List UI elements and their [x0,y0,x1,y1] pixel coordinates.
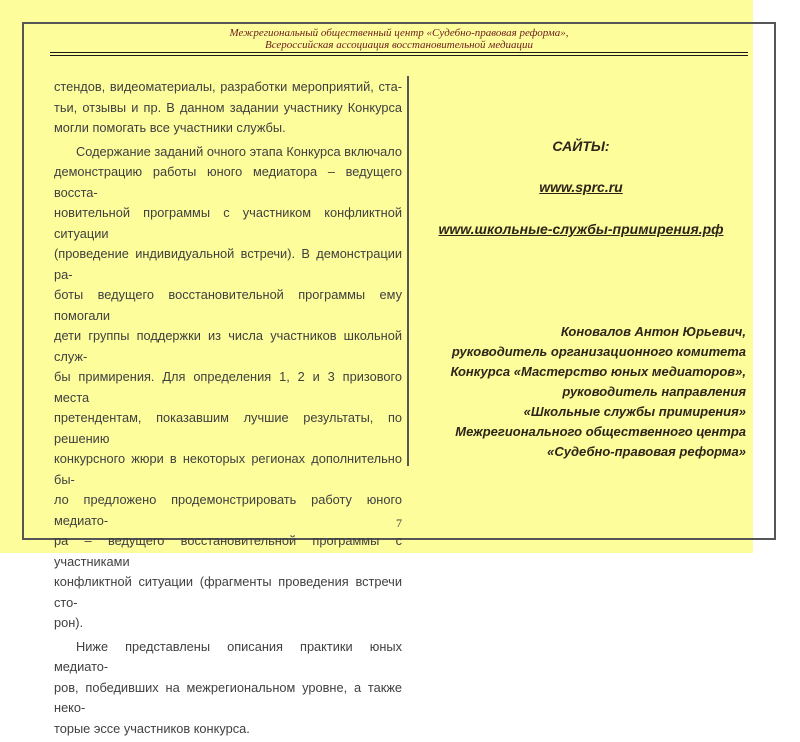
text-line: (проведение индивидуальной встречи). В демонстрации ра- [54,246,402,282]
link-sprc[interactable]: www.sprc.ru [539,179,623,195]
header-line-2: Всероссийская ассоциация восстановительной медиации [264,38,534,51]
text-line: стендов, видеоматериалы, разработки мероприятий, ста- [54,79,402,94]
paragraph [54,142,402,634]
signature-line: Конкурса «Мастерство юных медиаторов», [450,364,746,379]
body-text-column [54,77,402,742]
signature-line: «Школьные службы примирения» [523,404,746,419]
signature-line: руководитель организационного комитета [451,344,746,359]
signature-line: «Судебно-правовая реформа» [547,444,746,459]
signature-line: руководитель направления [562,384,746,399]
right-column [409,24,753,538]
text-line: торые эссе участников конкурса. [54,720,250,736]
paragraph [54,77,402,139]
text-line: ров, победивших на межрегиональном уровне, а также неко- [54,679,402,715]
content-frame [22,22,776,736]
signature-block [409,322,746,462]
text-line: ло предложено продемонстрировать работу юного медиато- [54,492,402,528]
text-line: новительной программы с участником конфликтной ситуации [54,205,402,241]
text-line: рон). [54,615,84,630]
text-line: могли помогать все участники службы. [54,120,286,135]
signature-line: Межрегионального общественного центра [455,424,746,439]
paragraph [54,637,402,740]
text-line: Содержание заданий очного этапа Конкурса включало [76,143,402,159]
text-line: тьи, отзывы и пр. В данном задании участнику Конкурса [54,99,402,115]
link-row [409,221,753,239]
text-line: конфликтной ситуации (фрагменты проведения встречи сто- [54,574,402,610]
text-line: ра – ведущего восстановительной программы с участниками [54,533,402,569]
signature-line: Коновалов Антон Юрьевич, [560,324,746,339]
header-line-1: Межрегиональный общественный центр «Судебно-правовая реформа», [229,27,569,39]
text-line: бы примирения. Для определения 1, 2 и 3 призового места [54,369,402,405]
page-number: 7 [396,516,402,530]
link-row [409,179,753,197]
link-school-services[interactable]: www.школьные-службы-примирения.рф [438,221,724,237]
text-line: Ниже представлены описания практики юных медиато- [54,638,402,674]
text-line: демонстрацию работы юного медиатора – ведущего восста- [54,164,402,200]
sites-heading: САЙТЫ: [552,138,610,154]
text-line: конкурсного жюри в некоторых регионах дополнительно бы- [54,451,402,487]
text-line: претендентам, показавшим лучшие результаты, по решению [54,410,402,446]
text-line: боты ведущего восстановительной программы ему помогали [54,287,402,323]
text-line: дети группы поддержки из числа участников школьной служ- [54,328,402,364]
